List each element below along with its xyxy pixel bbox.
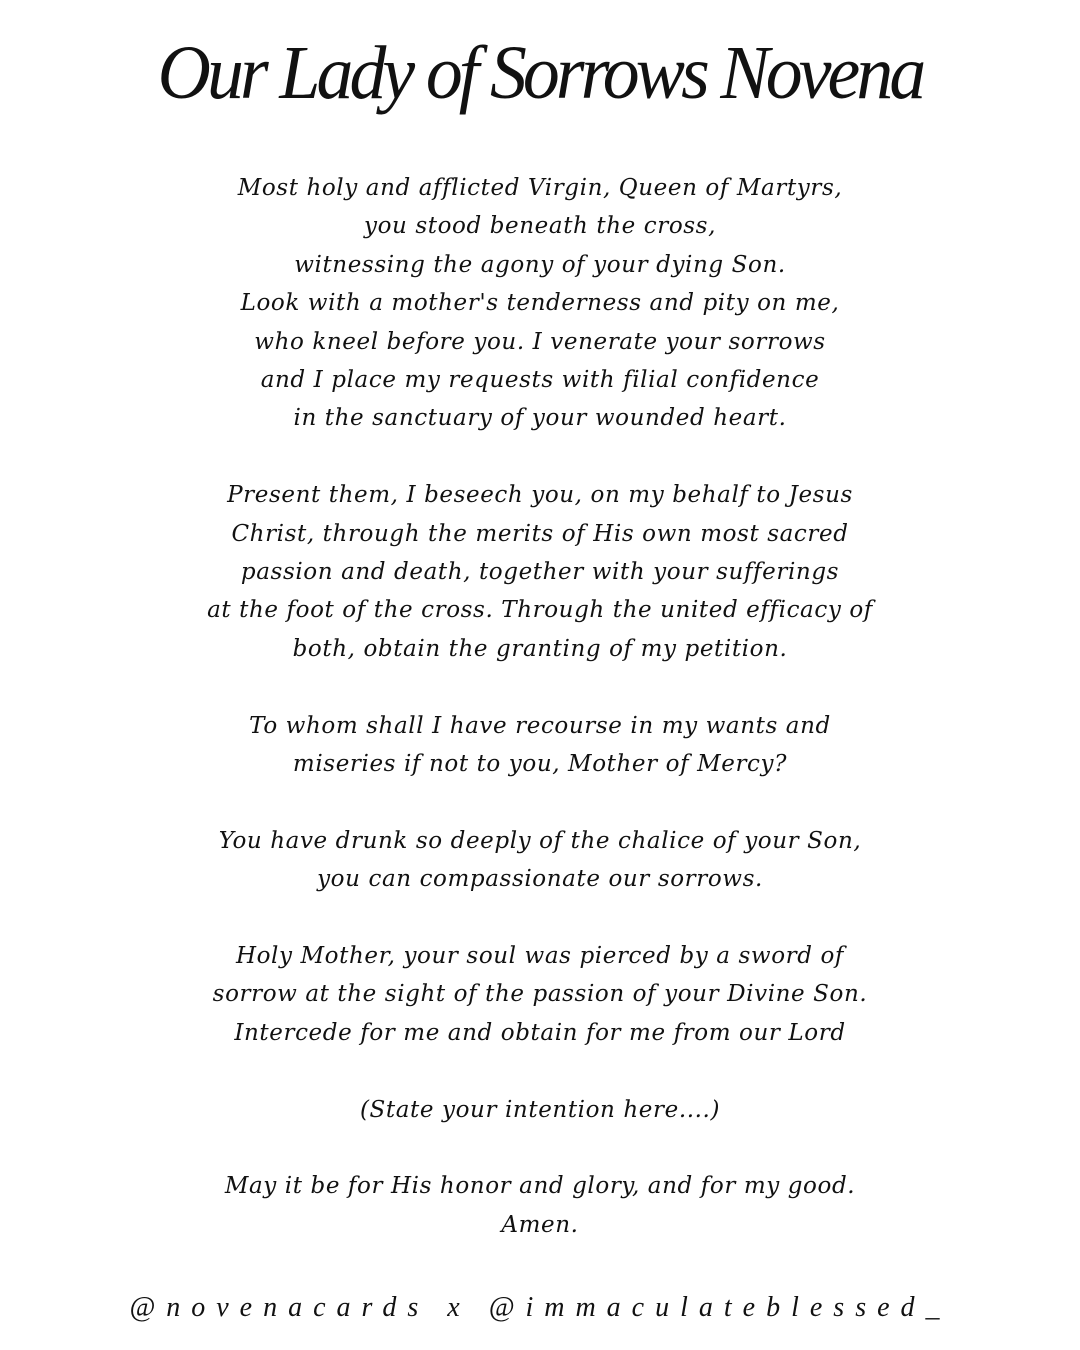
page-title: Our Lady of Sorrows Novena — [157, 31, 923, 115]
prayer-line: May it be for His honor and glory, and for my good. — [224, 1173, 856, 1200]
prayer-line: (State your intention here....) — [359, 1096, 721, 1123]
prayer-paragraph — [0, 1091, 1080, 1129]
prayer-body — [0, 169, 1080, 1283]
prayer-line: at the foot of the cross. Through the united efficacy of — [207, 597, 873, 624]
prayer-line: miseries if not to you, Mother of Mercy? — [292, 751, 788, 778]
prayer-line: Present them, I beseech you, on my behalf to Jesus — [227, 482, 853, 509]
prayer-paragraph — [0, 476, 1080, 668]
prayer-line: in the sanctuary of your wounded heart. — [293, 405, 787, 432]
prayer-paragraph — [0, 707, 1080, 784]
prayer-paragraph — [0, 937, 1080, 1052]
prayer-line: and I place my requests with filial confidence — [260, 367, 820, 394]
prayer-line: Amen. — [501, 1211, 579, 1238]
prayer-line: Intercede for me and obtain for me from our Lord — [234, 1019, 846, 1046]
prayer-line: You have drunk so deeply of the chalice of your Son, — [218, 827, 862, 854]
prayer-line: Most holy and afflicted Virgin, Queen of Martyrs, — [237, 175, 843, 201]
prayer-line: both, obtain the granting of my petition. — [292, 635, 788, 662]
prayer-line: witnessing the agony of your dying Son. — [294, 251, 786, 278]
prayer-line: you stood beneath the cross, — [364, 213, 716, 240]
prayer-paragraph — [0, 169, 1080, 438]
prayer-line: who kneel before you. I venerate your sorrows — [254, 328, 826, 355]
prayer-line: passion and death, together with your sufferings — [240, 559, 840, 586]
footer-credit: @novenacards x @immaculateblessed_ — [129, 1292, 951, 1323]
prayer-paragraph — [0, 822, 1080, 899]
prayer-line: you can compassionate our sorrows. — [317, 866, 763, 893]
prayer-line: To whom shall I have recourse in my wants and — [249, 712, 831, 739]
prayer-paragraph — [0, 1167, 1080, 1244]
prayer-line: Christ, through the merits of His own most sacred — [231, 520, 849, 547]
prayer-line: sorrow at the sight of the passion of your Divine Son. — [212, 981, 868, 1008]
prayer-line: Holy Mother, your soul was pierced by a sword of — [235, 943, 845, 970]
prayer-line: Look with a mother's tenderness and pity on me, — [240, 290, 840, 317]
